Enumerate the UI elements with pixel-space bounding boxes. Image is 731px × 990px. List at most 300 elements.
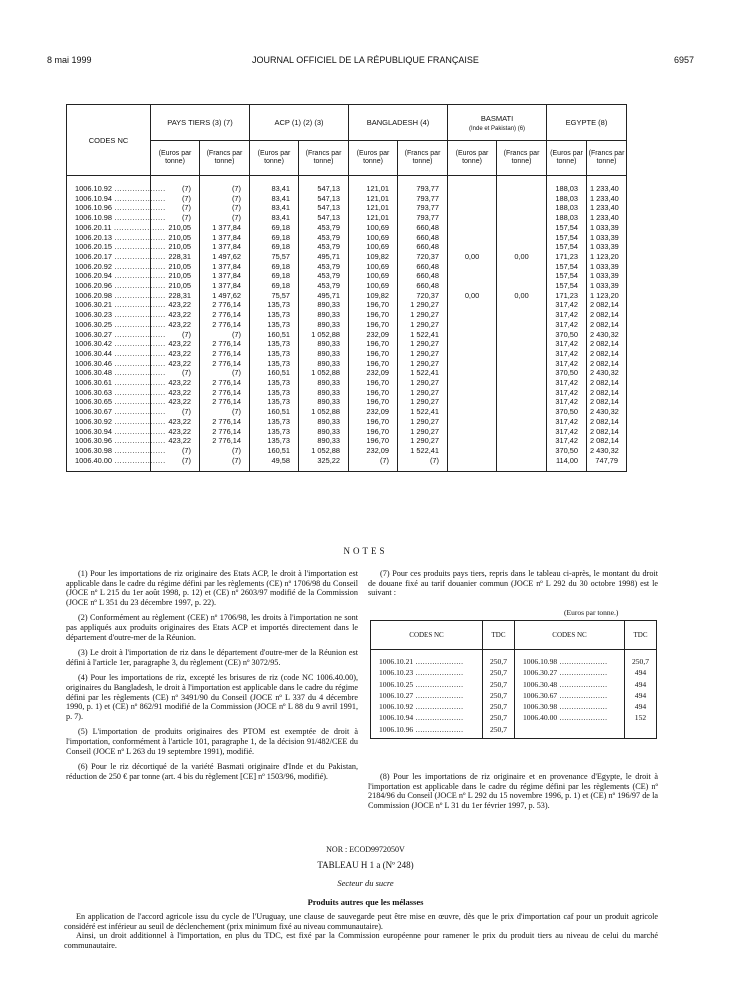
duty-value-cell: 135,73 (250, 397, 299, 407)
table-row (67, 203, 627, 213)
dot-leader: .................... (112, 300, 166, 310)
duty-value-cell: 160,51 (250, 446, 299, 456)
dot-leader: .................... (112, 387, 166, 397)
duty-value-cell: 2 430,32 (587, 368, 627, 378)
duty-value-cell: 317,42 (547, 397, 587, 407)
duty-value-cell: 2 776,14 (200, 436, 250, 446)
dot-leader: .................... (112, 193, 166, 203)
tdc-code-cell: 1006.10.21 .................... (371, 650, 483, 668)
duty-value-cell: (7) (200, 176, 250, 194)
duty-value-cell: 453,79 (299, 233, 349, 243)
duty-value-cell: 196,70 (349, 388, 398, 398)
duty-value-cell: 423,22 (151, 339, 200, 349)
dot-leader: .................... (112, 310, 166, 320)
duty-value-cell: (7) (349, 456, 398, 472)
duty-value-cell: 890,33 (299, 436, 349, 446)
dot-leader: .................... (557, 690, 608, 700)
duty-value-cell: 1 497,62 (200, 252, 250, 262)
duty-value-cell: 1 290,27 (398, 349, 448, 359)
code-nc-cell: 1006.20.92 .................... (67, 262, 151, 272)
table-row (67, 281, 627, 291)
dot-leader: .................... (557, 679, 608, 689)
page-number: 6957 (673, 55, 694, 65)
table-row (67, 310, 627, 320)
tdc-code-cell: 1006.10.96 .................... (371, 724, 483, 739)
duty-value-cell: 0,00 (448, 291, 497, 301)
duty-value-cell: (7) (200, 203, 250, 213)
duty-value-cell: 1 377,84 (200, 242, 250, 252)
table-row (67, 320, 627, 330)
duty-value-cell: 1 290,27 (398, 388, 448, 398)
duty-value-cell: 121,01 (349, 213, 398, 223)
duty-value-cell: 2 776,14 (200, 397, 250, 407)
table-row (67, 446, 627, 456)
dot-leader: .................... (557, 657, 608, 666)
duty-value-cell: 75,57 (250, 252, 299, 262)
rice-import-duties-table (66, 104, 626, 472)
table-row (371, 667, 657, 678)
duty-value-cell: 890,33 (299, 397, 349, 407)
journal-title: JOURNAL OFFICIEL DE LA RÉPUBLIQUE FRANÇAISE (252, 55, 479, 65)
duty-value-cell: 69,18 (250, 233, 299, 243)
duty-value-cell: 2 776,14 (200, 300, 250, 310)
duty-value-cell (497, 427, 547, 437)
duty-value-cell: 196,70 (349, 359, 398, 369)
duty-value-cell: 2 776,14 (200, 339, 250, 349)
duty-value-cell: 2 776,14 (200, 427, 250, 437)
duty-value-cell: 890,33 (299, 300, 349, 310)
duty-value-cell: 547,13 (299, 213, 349, 223)
code-nc-cell: 1006.20.17 .................... (67, 252, 151, 262)
duty-value-cell: 100,69 (349, 262, 398, 272)
dot-leader: .................... (413, 668, 464, 678)
duty-value-cell (448, 446, 497, 456)
duty-value-cell: 1 233,40 (587, 194, 627, 204)
duty-value-cell: 157,54 (547, 281, 587, 291)
duty-value-cell: 495,71 (299, 252, 349, 262)
duty-value-cell: 135,73 (250, 310, 299, 320)
duty-value-cell: 83,41 (250, 203, 299, 213)
unit-francs-header: (Francs par tonne) (200, 141, 250, 176)
duty-value-cell: 2 082,14 (587, 320, 627, 330)
duty-value-cell: 196,70 (349, 349, 398, 359)
duty-value-cell: 160,51 (250, 368, 299, 378)
tdc-value-cell: 494 (625, 667, 657, 678)
main-table-body (67, 176, 627, 472)
duty-value-cell: 210,05 (151, 271, 200, 281)
duty-value-cell: 196,70 (349, 397, 398, 407)
duty-value-cell (448, 359, 497, 369)
duty-value-cell: 210,05 (151, 281, 200, 291)
dot-leader: .................... (413, 679, 464, 689)
duty-value-cell: 2 430,32 (587, 446, 627, 456)
table-row (67, 271, 627, 281)
duty-value-cell: 317,42 (547, 310, 587, 320)
duty-value-cell (497, 349, 547, 359)
tdc-code-cell: 1006.30.27 .................... (515, 667, 625, 678)
dot-leader: .................... (112, 426, 166, 436)
tdc-code-cell: 1006.30.98 .................... (515, 701, 625, 712)
duty-value-cell: 317,42 (547, 359, 587, 369)
duty-value-cell: 1 290,27 (398, 310, 448, 320)
duty-value-cell: 69,18 (250, 281, 299, 291)
duty-value-cell: 370,50 (547, 446, 587, 456)
duty-value-cell: 188,03 (547, 176, 587, 194)
code-nc-cell: 1006.20.94 .................... (67, 271, 151, 281)
code-nc-cell: 1006.20.98 .................... (67, 291, 151, 301)
unit-francs-header: (Francs par tonne) (587, 141, 627, 176)
duty-value-cell: 1 522,41 (398, 407, 448, 417)
tdc-codes-header: CODES NC (371, 621, 483, 650)
duty-value-cell: 890,33 (299, 378, 349, 388)
duty-value-cell (448, 310, 497, 320)
dot-leader: .................... (112, 232, 166, 242)
duty-value-cell (497, 456, 547, 472)
duty-value-cell (497, 300, 547, 310)
duty-value-cell: 1 052,88 (299, 446, 349, 456)
tdc-value-cell: 250,7 (483, 667, 515, 678)
table-row (67, 233, 627, 243)
duty-value-cell: 890,33 (299, 339, 349, 349)
duty-value-cell: 100,69 (349, 271, 398, 281)
duty-value-cell: 317,42 (547, 388, 587, 398)
duty-value-cell: 317,42 (547, 339, 587, 349)
duty-value-cell: 2 082,14 (587, 310, 627, 320)
duty-value-cell: 1 290,27 (398, 339, 448, 349)
dot-leader: .................... (112, 436, 166, 446)
duty-value-cell: 2 082,14 (587, 359, 627, 369)
notes-title: NOTES (343, 546, 388, 556)
duty-value-cell: 2 082,14 (587, 388, 627, 398)
tdc-unit-label: (Euros par tonne.) (564, 608, 619, 617)
duty-value-cell (497, 417, 547, 427)
duty-value-cell (448, 456, 497, 472)
dot-leader: .................... (112, 329, 166, 339)
dot-leader: .................... (413, 724, 464, 734)
dot-leader: .................... (413, 657, 464, 666)
code-nc-cell: 1006.30.67 .................... (67, 407, 151, 417)
code-nc-cell: 1006.30.46 .................... (67, 359, 151, 369)
duty-value-cell: 423,22 (151, 300, 200, 310)
duty-value-cell (497, 446, 547, 456)
duty-value-cell: (7) (151, 213, 200, 223)
duty-value-cell: 196,70 (349, 417, 398, 427)
duty-value-cell: (7) (200, 446, 250, 456)
duty-value-cell: 2 776,14 (200, 310, 250, 320)
table-row (67, 252, 627, 262)
table-row (371, 679, 657, 690)
duty-value-cell: 1 233,40 (587, 176, 627, 194)
duty-value-cell: 157,54 (547, 271, 587, 281)
duty-value-cell: 135,73 (250, 378, 299, 388)
duty-value-cell (497, 281, 547, 291)
duty-value-cell: 1 033,39 (587, 233, 627, 243)
dot-leader: .................... (112, 261, 166, 271)
table-row (371, 650, 657, 668)
duty-value-cell (497, 310, 547, 320)
code-nc-cell: 1006.30.94 .................... (67, 427, 151, 437)
tdc-code-cell: 1006.10.92 .................... (371, 701, 483, 712)
duty-value-cell: 1 052,88 (299, 368, 349, 378)
tdc-value-cell: 494 (625, 679, 657, 690)
code-nc-cell: 1006.30.65 .................... (67, 397, 151, 407)
tdc-value-cell: 250,7 (483, 679, 515, 690)
duty-value-cell: 1 052,88 (299, 330, 349, 340)
dot-leader: .................... (557, 702, 608, 712)
duty-value-cell: 2 776,14 (200, 320, 250, 330)
duty-value-cell: (7) (200, 456, 250, 472)
duty-value-cell: 135,73 (250, 349, 299, 359)
duty-value-cell: 188,03 (547, 194, 587, 204)
duty-value-cell: 157,54 (547, 233, 587, 243)
duty-value-cell: 890,33 (299, 320, 349, 330)
duty-value-cell: 135,73 (250, 388, 299, 398)
duty-value-cell: 1 377,84 (200, 233, 250, 243)
duty-value-cell: 188,03 (547, 213, 587, 223)
duty-value-cell: 423,22 (151, 436, 200, 446)
duty-value-cell: 547,13 (299, 176, 349, 194)
duty-value-cell: 317,42 (547, 436, 587, 446)
code-nc-cell: 1006.20.13 .................... (67, 233, 151, 243)
duty-value-cell: 793,77 (398, 194, 448, 204)
duty-value-cell: 370,50 (547, 330, 587, 340)
table-row (67, 436, 627, 446)
tdc-value-cell: 250,7 (483, 701, 515, 712)
duty-value-cell: (7) (200, 407, 250, 417)
duty-value-cell: 1 522,41 (398, 368, 448, 378)
unit-euros-header: (Euros par tonne) (250, 141, 299, 176)
table-row (67, 378, 627, 388)
tdc-code-cell: 1006.10.94 .................... (371, 712, 483, 723)
duty-value-cell (497, 436, 547, 446)
duty-value-cell: 83,41 (250, 194, 299, 204)
duty-value-cell: 325,22 (299, 456, 349, 472)
duty-value-cell: 317,42 (547, 378, 587, 388)
duty-value-cell: 210,05 (151, 242, 200, 252)
duty-value-cell: 1 522,41 (398, 330, 448, 340)
sector-subtitle: Secteur du sucre (337, 878, 394, 888)
duty-value-cell: 210,05 (151, 223, 200, 233)
duty-value-cell: 317,42 (547, 320, 587, 330)
table-row (67, 194, 627, 204)
duty-value-cell: 660,48 (398, 281, 448, 291)
duty-value-cell (448, 176, 497, 194)
group-header-acp: ACP (1) (2) (3) (250, 105, 349, 141)
duty-value-cell: 2 776,14 (200, 388, 250, 398)
duty-value-cell (497, 368, 547, 378)
duty-value-cell (497, 330, 547, 340)
duty-value-cell: 890,33 (299, 349, 349, 359)
duty-value-cell: 660,48 (398, 242, 448, 252)
tdc-value-cell: 250,7 (483, 650, 515, 668)
duty-value-cell: 188,03 (547, 203, 587, 213)
group-header-pays-tiers: PAYS TIERS (3) (7) (151, 105, 250, 141)
duty-value-cell: 1 033,39 (587, 223, 627, 233)
tdc-value-cell: 152 (625, 712, 657, 723)
tdc-table (370, 620, 656, 739)
duty-value-cell: 317,42 (547, 300, 587, 310)
duty-value-cell: 69,18 (250, 223, 299, 233)
duty-value-cell: 232,09 (349, 368, 398, 378)
duty-value-cell: (7) (200, 330, 250, 340)
duty-value-cell: 660,48 (398, 271, 448, 281)
duty-value-cell: 370,50 (547, 368, 587, 378)
code-nc-cell: 1006.30.21 .................... (67, 300, 151, 310)
table-row (67, 291, 627, 301)
nor-reference: NOR : ECOD9972050V (326, 845, 405, 854)
note-8: (8) Pour les importations de riz originaire et en provenance d'Egypte, le droit à l'importation est applicable dans le cadre du régime défini par les règlements (CE) nº 2184/96 du Conseil (JOCE nº L 292 du 15 novembre 1996, p. 1) et (CE) nº 196/97 de la Commission (JOCE nº L 31 du 1er février 1997, p. 53). (368, 772, 658, 810)
duty-value-cell: 75,57 (250, 291, 299, 301)
duty-value-cell: 210,05 (151, 233, 200, 243)
code-nc-cell: 1006.30.98 .................... (67, 446, 151, 456)
duty-value-cell: 1 290,27 (398, 397, 448, 407)
dot-leader: .................... (112, 213, 166, 223)
unit-francs-header: (Francs par tonne) (497, 141, 547, 176)
dot-leader: .................... (112, 271, 166, 281)
duty-value-cell: 69,18 (250, 262, 299, 272)
tdc-value-cell: 250,7 (483, 690, 515, 701)
tdc-code-cell: 1006.30.48 .................... (515, 679, 625, 690)
duty-value-cell: 1 377,84 (200, 223, 250, 233)
dot-leader: .................... (112, 319, 166, 329)
duty-value-cell: 890,33 (299, 417, 349, 427)
table-row (67, 456, 627, 472)
code-nc-cell: 1006.20.11 .................... (67, 223, 151, 233)
group-header-egypte: EGYPTE (8) (547, 105, 627, 141)
unit-euros-header: (Euros par tonne) (349, 141, 398, 176)
duty-value-cell: 660,48 (398, 223, 448, 233)
tdc-code-cell: 1006.30.67 .................... (515, 690, 625, 701)
unit-euros-header: (Euros par tonne) (151, 141, 200, 176)
duty-value-cell: (7) (398, 456, 448, 472)
code-nc-cell: 1006.30.25 .................... (67, 320, 151, 330)
tdc-code-cell: 1006.10.25 .................... (371, 679, 483, 690)
duty-value-cell: 49,58 (250, 456, 299, 472)
duty-value-cell: 171,23 (547, 252, 587, 262)
duty-value-cell: 2 082,14 (587, 300, 627, 310)
duty-value-cell: 121,01 (349, 203, 398, 213)
duty-value-cell: 2 082,14 (587, 397, 627, 407)
duty-value-cell: 1 522,41 (398, 446, 448, 456)
duty-value-cell (448, 427, 497, 437)
tdc-value-header: TDC (625, 621, 657, 650)
code-nc-cell: 1006.20.96 .................... (67, 281, 151, 291)
code-nc-cell: 1006.40.00 .................... (67, 456, 151, 472)
duty-value-cell (497, 233, 547, 243)
duty-value-cell: 196,70 (349, 320, 398, 330)
duty-value-cell (448, 203, 497, 213)
table-row (67, 262, 627, 272)
dot-leader: .................... (112, 184, 166, 193)
table-row (67, 349, 627, 359)
unit-euros-header: (Euros par tonne) (547, 141, 587, 176)
duty-value-cell: 317,42 (547, 349, 587, 359)
duty-value-cell (448, 271, 497, 281)
code-nc-cell: 1006.30.48 .................... (67, 368, 151, 378)
duty-value-cell: 423,22 (151, 310, 200, 320)
tdc-code-cell: 1006.10.27 .................... (371, 690, 483, 701)
table-row (67, 368, 627, 378)
duty-value-cell: 196,70 (349, 436, 398, 446)
duty-value-cell: 135,73 (250, 436, 299, 446)
duty-value-cell: 423,22 (151, 349, 200, 359)
duty-value-cell: 121,01 (349, 176, 398, 194)
note-2: (2) Conformément au règlement (CEE) nº 1706/98, les droits à l'importation ne sont pas appliqués aux produits originaires des Etats ACP et importés directement dans le département d'outre-mer de la Réunion. (66, 613, 358, 642)
duty-value-cell: 2 776,14 (200, 417, 250, 427)
body-paragraph: En application de l'accord agricole issu du cycle de l'Uruguay, une clause de sauvegarde peut être mise en œuvre, dès que le prix d'importation caf pour un produit agricole considéré est inférieur au seuil de déclenchement (prix minimum fixé au niveau communautaire). (64, 912, 658, 931)
dot-leader: .................... (112, 290, 166, 300)
dot-leader: .................... (112, 281, 166, 291)
code-nc-cell: 1006.30.92 .................... (67, 417, 151, 427)
duty-value-cell (448, 213, 497, 223)
duty-value-cell: 660,48 (398, 233, 448, 243)
duty-value-cell: 793,77 (398, 176, 448, 194)
note-3: (3) Le droit à l'importation de riz dans le département d'outre-mer de la Réunion est défini à l'article 1er, paragraphe 3, du règlement (CE) nº 3072/95. (66, 648, 358, 667)
duty-value-cell: 135,73 (250, 339, 299, 349)
duty-value-cell (497, 320, 547, 330)
duty-value-cell: 157,54 (547, 242, 587, 252)
duty-value-cell: 135,73 (250, 417, 299, 427)
table-row (67, 397, 627, 407)
dot-leader: .................... (413, 702, 464, 712)
duty-value-cell: 2 776,14 (200, 349, 250, 359)
tdc-code-cell (515, 724, 625, 739)
duty-value-cell (448, 262, 497, 272)
duty-value-cell (448, 233, 497, 243)
duty-value-cell: 0,00 (497, 252, 547, 262)
duty-value-cell: (7) (151, 203, 200, 213)
duty-value-cell: 2 430,32 (587, 330, 627, 340)
duty-value-cell: 1 033,39 (587, 262, 627, 272)
note-7: (7) Pour ces produits pays tiers, repris dans le tableau ci-après, le montant du droit de douane fixé au tarif douanier commun (JOCE nº L 292 du 30 octobre 1998) est le suivant : (368, 569, 658, 598)
duty-value-cell: 1 290,27 (398, 417, 448, 427)
duty-value-cell: 793,77 (398, 213, 448, 223)
code-nc-cell: 1006.20.15 .................... (67, 242, 151, 252)
table-row (67, 300, 627, 310)
duty-value-cell: 423,22 (151, 388, 200, 398)
duty-value-cell (497, 242, 547, 252)
dot-leader: .................... (112, 203, 166, 213)
duty-value-cell (448, 194, 497, 204)
dot-leader: .................... (557, 713, 608, 723)
duty-value-cell: 114,00 (547, 456, 587, 472)
code-nc-cell: 1006.30.96 .................... (67, 436, 151, 446)
duty-value-cell (448, 368, 497, 378)
duty-value-cell: 210,05 (151, 262, 200, 272)
duty-value-cell (497, 262, 547, 272)
duty-value-cell (497, 388, 547, 398)
tdc-value-cell: 250,7 (625, 650, 657, 668)
duty-value-cell: 1 123,20 (587, 252, 627, 262)
table-row (371, 690, 657, 701)
duty-value-cell: 317,42 (547, 417, 587, 427)
duty-value-cell: 1 377,84 (200, 281, 250, 291)
duty-value-cell: (7) (151, 407, 200, 417)
duty-value-cell: 423,22 (151, 320, 200, 330)
duty-value-cell: 2 082,14 (587, 417, 627, 427)
basmati-title: BASMATI (480, 113, 514, 123)
duty-value-cell (448, 223, 497, 233)
duty-value-cell: 890,33 (299, 359, 349, 369)
tdc-value-cell: 250,7 (483, 712, 515, 723)
note-5: (5) L'importation de produits originaires des PTOM est exemptée de droit à l'importation, conformément à l'article 101, paragraphe 1, de la décision 91/482/CEE du Conseil (JOCE nº L 263 du 19 septembre 1991), modifié. (66, 727, 358, 756)
tdc-value-cell (625, 724, 657, 739)
duty-value-cell: 453,79 (299, 271, 349, 281)
codes-nc-header: CODES NC (67, 105, 151, 176)
duty-value-cell: 1 377,84 (200, 262, 250, 272)
tdc-value-header: TDC (483, 621, 515, 650)
table-row (67, 407, 627, 417)
